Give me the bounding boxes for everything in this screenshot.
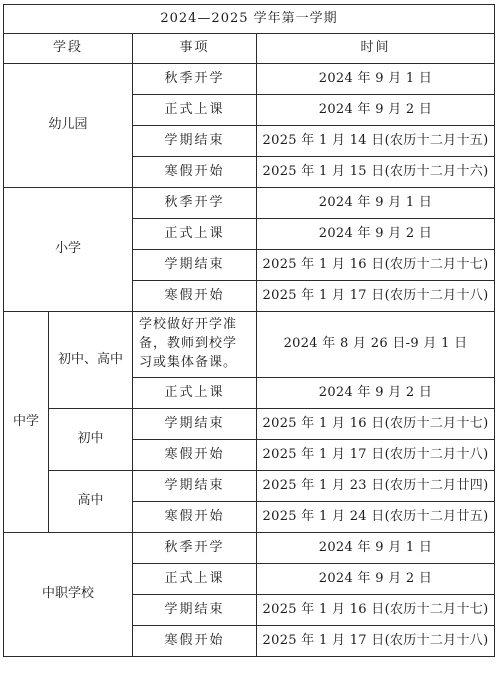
table-row [4,312,495,378]
time-cell: 2025 年 1 月 14 日(农历十二月十五) [257,126,495,157]
header-item: 事项 [133,34,257,64]
item-cell: 学期结束 [133,595,257,626]
item-cell: 学期结束 [133,250,257,281]
table-title-row [4,5,495,34]
time-cell: 2025 年 1 月 24 日(农历十二月廿五) [257,502,495,533]
item-cell: 秋季开学 [133,533,257,564]
time-cell: 2025 年 1 月 16 日(农历十二月十七) [257,250,495,281]
item-cell: 秋季开学 [133,188,257,219]
time-cell: 2024 年 9 月 2 日 [257,95,495,126]
stage-kindergarten: 幼儿园 [4,64,133,188]
time-cell: 2025 年 1 月 15 日(农历十二月十六) [257,157,495,188]
table-row [4,409,495,440]
table-row [4,471,495,502]
table-row [4,188,495,219]
time-cell: 2025 年 1 月 16 日(农历十二月十七) [257,409,495,440]
time-cell: 2025 年 1 月 16 日(农历十二月十七) [257,595,495,626]
table-row [4,64,495,95]
item-cell: 正式上课 [133,564,257,595]
item-cell: 寒假开始 [133,626,257,657]
time-cell: 2025 年 1 月 17 日(农历十二月十八) [257,440,495,471]
item-cell: 正式上课 [133,95,257,126]
semester-schedule-table [3,4,495,657]
item-cell: 寒假开始 [133,281,257,312]
time-cell: 2024 年 8 月 26 日-9 月 1 日 [257,312,495,378]
substage-senior: 高中 [49,471,133,533]
time-cell: 2024 年 9 月 2 日 [257,219,495,250]
substage-junior: 初中 [49,409,133,471]
time-cell: 2024 年 9 月 2 日 [257,378,495,409]
item-cell: 学期结束 [133,409,257,440]
time-cell: 2025 年 1 月 23 日(农历十二月廿四) [257,471,495,502]
table-title: 2024—2025 学年第一学期 [4,5,495,34]
stage-primary: 小学 [4,188,133,312]
item-cell: 寒假开始 [133,502,257,533]
stage-middle-school: 中学 [4,312,49,533]
time-cell: 2025 年 1 月 17 日(农历十二月十八) [257,281,495,312]
item-cell: 寒假开始 [133,440,257,471]
item-cell: 学期结束 [133,126,257,157]
stage-vocational-school: 中职学校 [4,533,133,657]
item-cell: 正式上课 [133,378,257,409]
item-cell: 学期结束 [133,471,257,502]
table-row [4,533,495,564]
item-cell: 正式上课 [133,219,257,250]
item-cell: 寒假开始 [133,157,257,188]
substage-junior-senior: 初中、高中 [49,312,133,409]
item-cell: 秋季开学 [133,64,257,95]
time-cell: 2025 年 1 月 17 日(农历十二月十八) [257,626,495,657]
table-header-row [4,34,495,64]
time-cell: 2024 年 9 月 1 日 [257,533,495,564]
time-cell: 2024 年 9 月 1 日 [257,64,495,95]
header-stage: 学段 [4,34,133,64]
item-cell: 学校做好开学准备，教师到校学习或集体备课。 [133,312,257,378]
time-cell: 2024 年 9 月 1 日 [257,188,495,219]
header-time: 时间 [257,34,495,64]
time-cell: 2024 年 9 月 2 日 [257,564,495,595]
